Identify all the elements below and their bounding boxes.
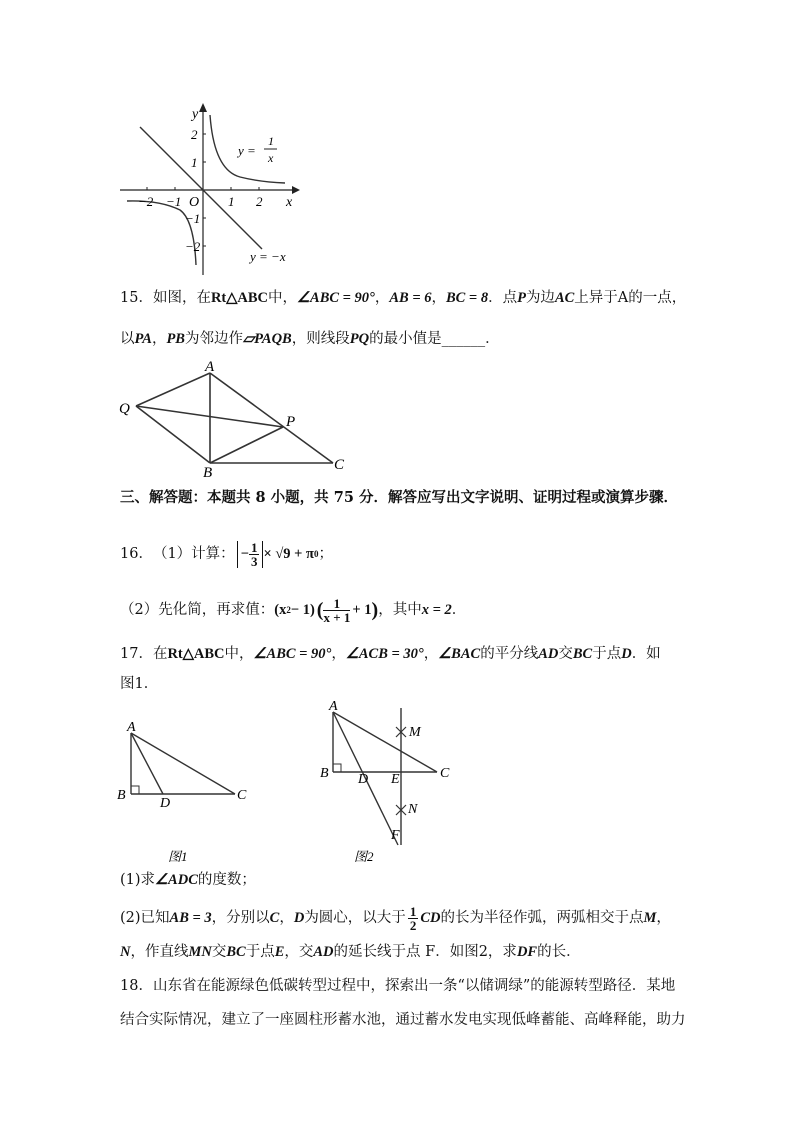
curve-label: y = (238, 143, 256, 158)
fig2-label-D: D (358, 772, 369, 787)
tick-x-2: 2 (256, 194, 263, 209)
q15-line1: 15．如图，在Rt△ABC中，∠ABC = 90°，AB = 6，BC = 8．点P为边AC上异于A的一点， (120, 290, 687, 306)
line-label: y = −x (250, 249, 286, 264)
tick-y-1: 1 (191, 155, 198, 170)
fig2-label-F: F (391, 828, 400, 843)
fig2-label-C: C (440, 766, 450, 781)
axis-label-y: y (192, 107, 199, 122)
q17-sub2-line2: N，作直线MN交BC于点E，交AD的延长线于点 F．如图2，求DF的长． (120, 944, 581, 960)
q15-label-B: B (203, 465, 213, 481)
answer-blank: ______ (441, 331, 486, 347)
fig2-label-E: E (391, 772, 400, 787)
tick-x-neg1: −1 (166, 194, 182, 209)
fig1-label-B: B (117, 788, 126, 803)
q17-line1: 17．在Rt△ABC中，∠ABC = 90°，∠ACB = 30°，∠BAC的平分线AD交BC于点D．如 (120, 646, 661, 662)
origin-label: O (189, 195, 200, 210)
q18-line1: 18．山东省在能源绿色低碳转型过程中，探索出一条“以储调绿”的能源转型路径．某地 (120, 978, 676, 994)
q17-sub2-line1: (2)已知 AB = 3 ，分别以 C ， D 为圆心，以大于 $\frac{1}{2}$ CD 的长为半径作弧，两弧相交于点 M ， (120, 903, 671, 933)
tick-y-neg2: −2 (185, 239, 201, 254)
axis-label-x: x (286, 195, 293, 210)
fig2-label-B: B (320, 766, 329, 781)
q17-sub1: (1)求∠ADC的度数； (120, 872, 256, 888)
tick-x-neg2: −2 (138, 194, 154, 209)
tick-y-2: 2 (191, 127, 198, 142)
q16-part2: （2）先化简，再求值： (x 2 − 1) ( $\frac{1}{x + 1}$ + 1 ) ，其中 x = 2 ． (120, 595, 467, 625)
q15-label-C: C (334, 457, 345, 473)
fig1-label-A: A (127, 720, 136, 735)
tick-x-1: 1 (228, 194, 235, 209)
curve-label-den: x (268, 151, 274, 165)
q15-label-Q: Q (119, 401, 130, 417)
fig2-label-N: N (408, 802, 418, 817)
fig1-label-D: D (160, 796, 171, 811)
q15-line2: 以PA，PB为邻边作▱PAQB，则线段PQ的最小值是______． (120, 331, 500, 347)
fig2-label-A: A (329, 699, 338, 714)
fig2-caption: 图2 (354, 849, 374, 864)
fig1-label-C: C (237, 788, 247, 803)
q15-label-A: A (205, 359, 215, 375)
section-heading: 三、解答题：本题共 8 小题，共 75 分．解答应写出文字说明、证明过程或演算步骤． (120, 489, 678, 506)
fig2-label-M: M (409, 725, 421, 740)
curve-label-num: 1 (268, 134, 274, 148)
fig1-caption: 图1 (168, 849, 188, 864)
q18-line2: 结合实际情况，建立了一座圆柱形蓄水池，通过蓄水发电实现低峰蓄能、高峰释能，助力 (120, 1012, 686, 1028)
q15-label-P: P (286, 414, 296, 430)
tick-y-neg1: −1 (185, 211, 201, 226)
q16-part1: 16． （1）计算： − $\frac{1}{3}$ × √9 + π 0 ； (120, 539, 334, 569)
q17-line2: 图1． (120, 676, 159, 692)
